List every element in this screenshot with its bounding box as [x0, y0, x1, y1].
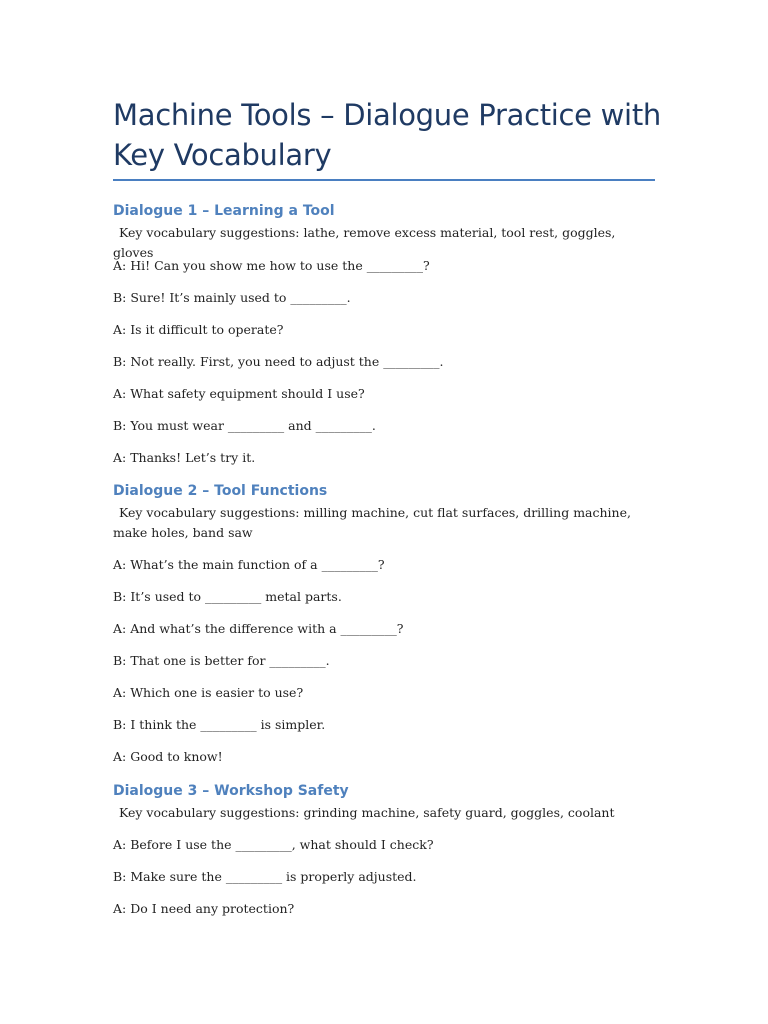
- dialogue-heading: Dialogue 2 – Tool Functions: [113, 483, 328, 499]
- dialogue-line: B: You must wear _________ and _________.: [113, 418, 376, 433]
- dialogue-line: A: Thanks! Let’s try it.: [113, 450, 256, 465]
- dialogue-line: B: It’s used to _________ metal parts.: [113, 589, 342, 604]
- dialogue-line: B: Not really. First, you need to adjust the _________.: [113, 354, 444, 369]
- dialogue-line: A: What safety equipment should I use?: [113, 386, 365, 401]
- dialogue-line: B: Sure! It’s mainly used to _________.: [113, 290, 351, 305]
- title-underline: [113, 179, 655, 181]
- dialogue-line: A: What’s the main function of a _________?: [113, 557, 385, 572]
- dialogue-heading: Dialogue 1 – Learning a Tool: [113, 203, 335, 219]
- dialogue-line: A: Do I need any protection?: [113, 901, 295, 916]
- dialogue-line: A: And what’s the difference with a _________?: [113, 621, 404, 636]
- dialogue-line: B: I think the _________ is simpler.: [113, 717, 326, 732]
- dialogue-line: B: That one is better for _________.: [113, 653, 330, 668]
- document-title: Machine Tools – Dialogue Practice with Key Vocabulary: [113, 98, 661, 172]
- dialogue-heading: Dialogue 3 – Workshop Safety: [113, 783, 349, 799]
- dialogue-line: A: Which one is easier to use?: [113, 685, 304, 700]
- dialogue-line: B: Make sure the _________ is properly adjusted.: [113, 869, 417, 884]
- dialogue-line: A: Good to know!: [113, 749, 223, 764]
- vocabulary-suggestions: Key vocabulary suggestions: milling machine, cut flat surfaces, drilling machine, make holes, band saw: [113, 505, 631, 540]
- vocabulary-suggestions: Key vocabulary suggestions: lathe, remove excess material, tool rest, goggles, gloves: [113, 225, 616, 260]
- dialogue-line: A: Before I use the _________, what should I check?: [113, 837, 434, 852]
- vocabulary-suggestions: Key vocabulary suggestions: grinding machine, safety guard, goggles, coolant: [119, 805, 615, 820]
- dialogue-line: A: Hi! Can you show me how to use the _________?: [113, 258, 430, 273]
- dialogue-line: A: Is it difficult to operate?: [113, 322, 284, 337]
